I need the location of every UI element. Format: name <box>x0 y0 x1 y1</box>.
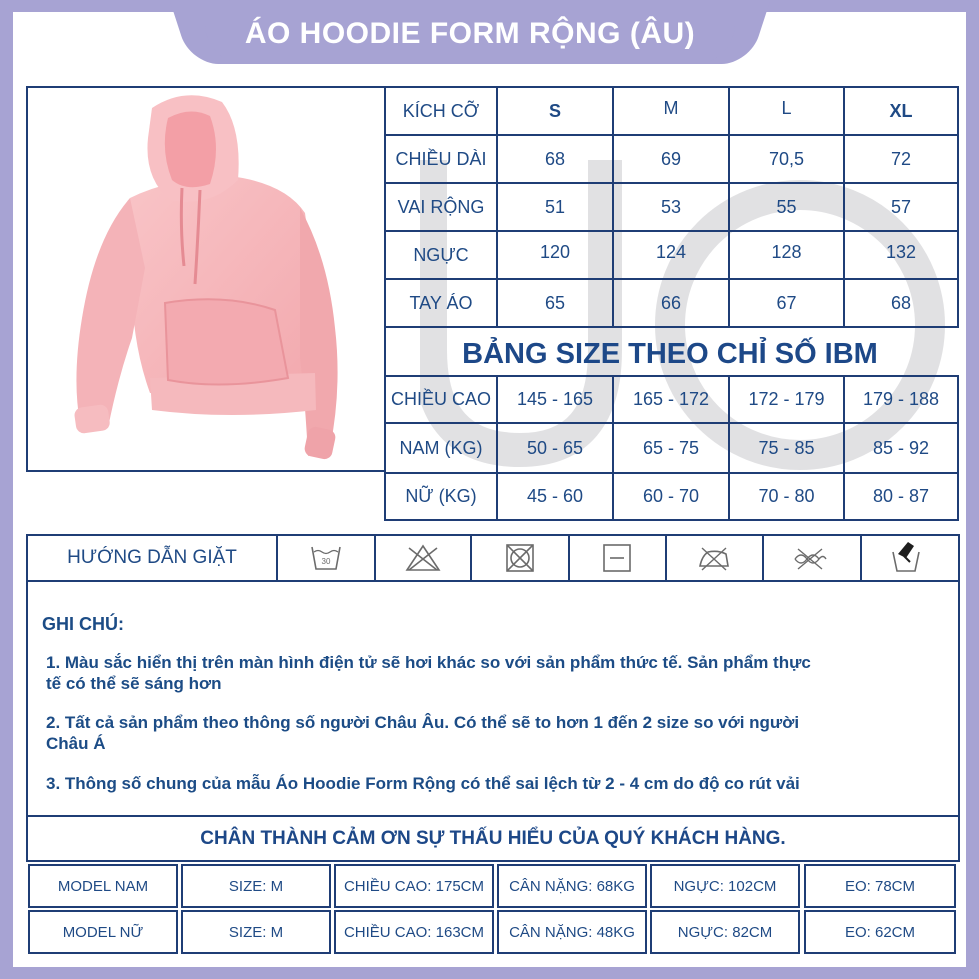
notes-heading: GHI CHÚ: <box>42 614 124 634</box>
size-row-label: NGỰC <box>413 244 469 265</box>
table-rule <box>470 534 472 582</box>
wash-label: HƯỚNG DẪN GIẶT <box>67 547 237 568</box>
size-header-s: S <box>548 100 561 121</box>
model-cell: CÂN NẶNG: 68KG <box>497 864 647 908</box>
table-rule <box>384 326 959 328</box>
size-cell: 65 <box>544 292 566 313</box>
table-rule <box>957 375 959 521</box>
size-cell: 70,5 <box>768 148 805 169</box>
ibm-row-label: CHIỀU CAO <box>390 389 491 409</box>
table-rule <box>568 534 570 582</box>
ibm-cell: 70 - 80 <box>758 486 815 506</box>
note-item: 2. Tất cả sản phẩm theo thông số người Châu Âu. Có thể sẽ to hơn 1 đến 2 size so với người <box>46 713 800 732</box>
size-header-xl: XL <box>889 100 913 121</box>
size-cell: 68 <box>544 148 566 169</box>
size-row-label: TAY ÁO <box>409 292 473 313</box>
table-rule <box>276 534 278 582</box>
model-cell: SIZE: M <box>181 910 331 954</box>
size-header-label: KÍCH CỠ <box>402 100 480 121</box>
ibm-cell: 65 - 75 <box>642 437 700 458</box>
ibm-cell: 80 - 87 <box>872 486 930 506</box>
size-row-label: CHIỀU DÀI <box>395 148 487 169</box>
size-cell: 66 <box>660 292 682 313</box>
ibm-cell: 172 - 179 <box>748 389 825 409</box>
note-item: tế có thể sẽ sáng hơn <box>46 674 222 693</box>
size-cell: 55 <box>776 196 797 217</box>
frame-border <box>966 0 979 979</box>
ibm-table-title: BẢNG SIZE THEO CHỈ SỐ IBM <box>462 337 878 370</box>
note-item: Châu Á <box>46 734 106 753</box>
size-cell: 68 <box>890 292 912 313</box>
ibm-cell: 179 - 188 <box>862 389 940 409</box>
table-rule <box>762 534 764 582</box>
size-row-label: VAI RỘNG <box>397 196 485 217</box>
page-title: ÁO HOODIE FORM RỘNG (ÂU) <box>244 17 696 50</box>
ibm-row-label: NỮ (KG) <box>405 486 477 506</box>
size-cell: 53 <box>660 196 682 217</box>
model-cell: CÂN NẶNG: 48KG <box>497 910 647 954</box>
low-iron-icon <box>696 544 732 572</box>
size-header-l: L <box>781 97 792 118</box>
thanks-message: CHÂN THÀNH CẢM ƠN SỰ THẤU HIỂU CỦA QUÝ KHÁCH HÀNG. <box>200 827 786 849</box>
table-rule <box>860 534 862 582</box>
size-cell: 51 <box>544 196 566 217</box>
frame-border <box>0 967 979 979</box>
ibm-cell: 60 - 70 <box>642 486 700 506</box>
dry-flat-icon <box>601 542 633 574</box>
frame-border <box>0 0 13 979</box>
size-header-m: M <box>663 97 679 118</box>
ibm-cell: 50 - 65 <box>526 437 584 458</box>
model-cell: EO: 62CM <box>804 910 956 954</box>
ibm-cell: 165 - 172 <box>632 389 710 409</box>
ibm-cell: 75 - 85 <box>758 437 815 458</box>
model-cell: SIZE: M <box>181 864 331 908</box>
svg-text:30: 30 <box>321 557 331 566</box>
hand-wash-icon <box>890 538 922 574</box>
model-cell: MODEL NAM <box>28 864 178 908</box>
table-rule <box>384 519 959 521</box>
note-item: 3. Thông số chung của mẫu Áo Hoodie Form Rộng có thể sai lệch từ 2 - 4 cm do độ co rút vải <box>46 774 800 793</box>
table-rule <box>26 534 28 862</box>
model-cell: NGỰC: 102CM <box>650 864 800 908</box>
model-cell: EO: 78CM <box>804 864 956 908</box>
size-cell: 72 <box>890 148 912 169</box>
ibm-cell: 45 - 60 <box>526 486 584 506</box>
wash-30-icon <box>310 543 342 573</box>
size-cell: 67 <box>776 292 797 313</box>
size-cell: 128 <box>771 241 802 262</box>
table-rule <box>26 580 960 582</box>
size-cell: 132 <box>885 241 917 262</box>
model-cell: MODEL NỮ <box>28 910 178 954</box>
no-tumble-dry-icon <box>504 542 536 574</box>
note-item: 1. Màu sắc hiển thị trên màn hình điện tử sẽ hơi khác so với sản phẩm thức tế. Sản phẩm thực <box>46 653 811 672</box>
ibm-cell: 85 - 92 <box>872 437 930 458</box>
model-cell: CHIỀU CAO: 175CM <box>334 864 494 908</box>
no-dry-clean-icon <box>792 546 828 572</box>
size-cell: 120 <box>539 241 571 262</box>
hoodie-image <box>60 88 350 468</box>
table-rule <box>26 860 960 862</box>
table-rule <box>958 534 960 862</box>
table-rule <box>957 86 959 328</box>
ibm-cell: 145 - 165 <box>516 389 594 409</box>
size-cell: 69 <box>660 148 682 169</box>
size-cell: 124 <box>655 241 687 262</box>
model-cell: CHIỀU CAO: 163CM <box>334 910 494 954</box>
ibm-row-label: NAM (KG) <box>399 437 483 458</box>
table-rule <box>374 534 376 582</box>
model-cell: NGỰC: 82CM <box>650 910 800 954</box>
table-rule <box>665 534 667 582</box>
no-bleach-icon <box>405 543 441 573</box>
size-cell: 57 <box>890 196 912 217</box>
